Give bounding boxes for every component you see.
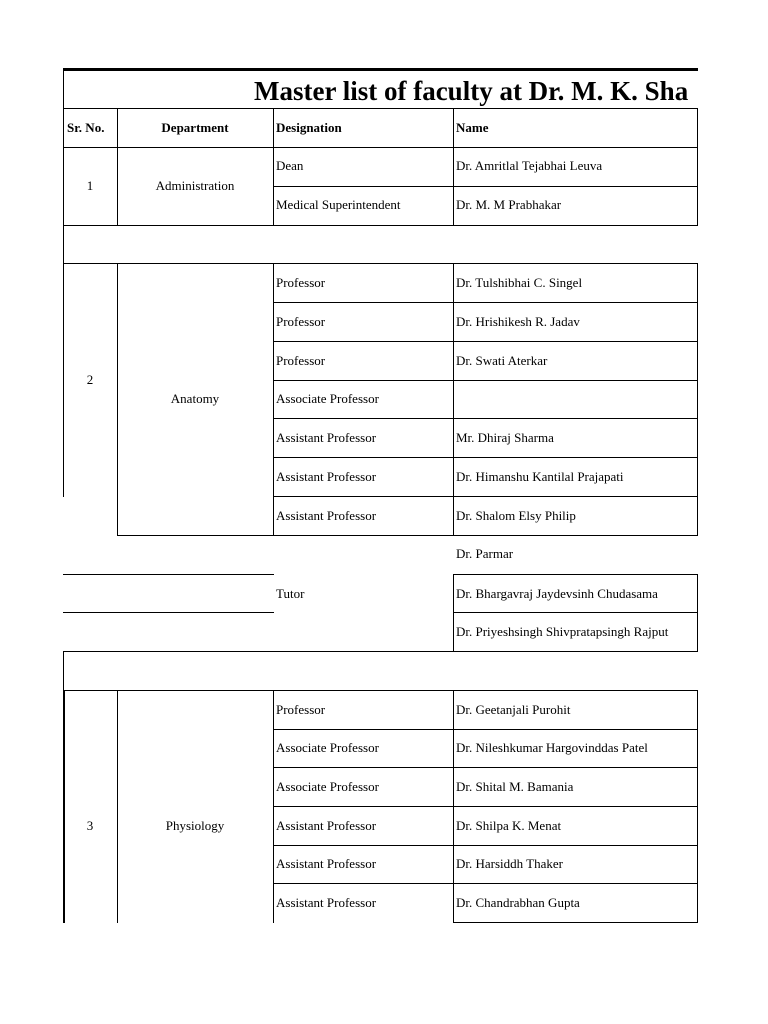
designation-cell: Associate Professor <box>276 740 379 755</box>
name-cell: Dr. Amritlal Tejabhai Leuva <box>456 158 603 173</box>
designation-cell: Professor <box>276 353 326 368</box>
name-cell: Mr. Dhiraj Sharma <box>456 430 554 445</box>
sr-no-cell: 3 <box>86 818 94 833</box>
name-cell: Dr. Chandrabhan Gupta <box>456 895 580 910</box>
name-cell: Dr. Bhargavraj Jaydevsinh Chudasama <box>456 586 658 601</box>
name-cell: Dr. Shalom Elsy Philip <box>456 508 576 523</box>
designation-cell: Professor <box>276 275 326 290</box>
name-cell: Dr. Parmar <box>456 546 514 561</box>
department-cell: Physiology <box>165 818 225 833</box>
name-cell: Dr. Harsiddh Thaker <box>456 856 563 871</box>
page-title: Master list of faculty at Dr. M. K. Sha <box>254 76 689 106</box>
designation-cell: Assistant Professor <box>276 430 377 445</box>
name-cell: Dr. Swati Aterkar <box>456 353 548 368</box>
header-name: Name <box>456 120 489 135</box>
name-cell: Dr. Priyeshsingh Shivpratapsingh Rajput <box>456 624 669 639</box>
name-cell: Dr. Nileshkumar Hargovinddas Patel <box>456 740 648 755</box>
header-designation: Designation <box>276 120 342 135</box>
header-department: Department <box>161 120 229 135</box>
name-cell: Dr. Geetanjali Purohit <box>456 702 571 717</box>
designation-cell: Assistant Professor <box>276 508 377 523</box>
designation-cell: Assistant Professor <box>276 856 377 871</box>
designation-cell: Professor <box>276 314 326 329</box>
name-cell: Dr. Shital M. Bamania <box>456 779 574 794</box>
top-border <box>63 68 698 71</box>
designation-cell: Assistant Professor <box>276 895 377 910</box>
designation-cell: Assistant Professor <box>276 469 377 484</box>
department-cell: Anatomy <box>170 391 220 406</box>
name-cell: Dr. Tulshibhai C. Singel <box>456 275 583 290</box>
department-cell: Administration <box>155 178 235 193</box>
name-cell: Dr. Himanshu Kantilal Prajapati <box>456 469 624 484</box>
designation-cell: Assistant Professor <box>276 818 377 833</box>
name-cell: Dr. Shilpa K. Menat <box>456 818 562 833</box>
sr-no-cell: 2 <box>86 372 94 387</box>
designation-cell-tutor: Tutor <box>276 586 305 601</box>
name-cell: Dr. Hrishikesh R. Jadav <box>456 314 580 329</box>
header-sr-no: Sr. No. <box>67 120 105 135</box>
designation-cell: Associate Professor <box>276 779 379 794</box>
designation-cell: Associate Professor <box>276 391 379 406</box>
title-left-border <box>63 68 64 108</box>
name-cell: Dr. M. M Prabhakar <box>456 197 562 212</box>
designation-cell: Medical Superintendent <box>276 197 401 212</box>
designation-cell: Professor <box>276 702 326 717</box>
designation-cell: Dean <box>276 158 304 173</box>
sr-no-cell: 1 <box>86 178 94 193</box>
